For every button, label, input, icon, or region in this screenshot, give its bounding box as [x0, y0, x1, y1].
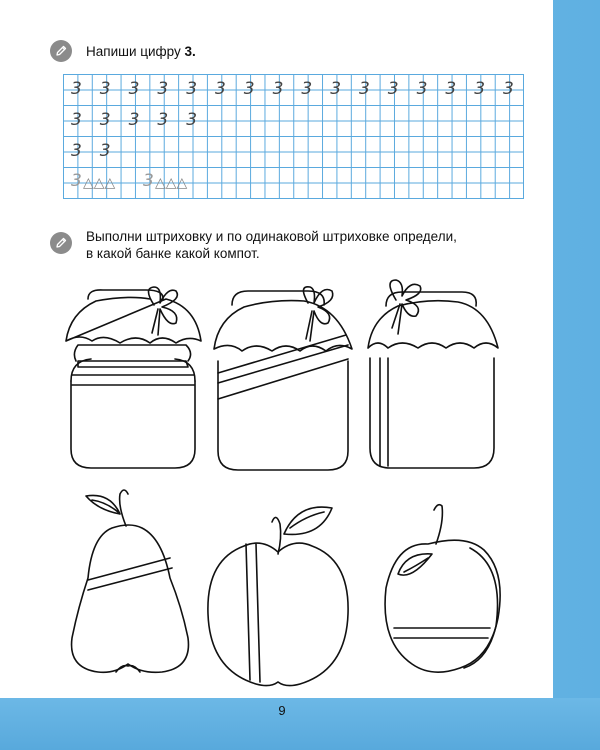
grid-digit: 3: [128, 110, 140, 130]
grid-digit: 3: [71, 171, 82, 191]
grid-triangles: △△△: [83, 175, 116, 191]
grid-digit: 3: [215, 79, 226, 99]
grid-digit: 3: [272, 79, 284, 99]
pencil-icon: [50, 40, 72, 62]
grid-digit: 3: [157, 79, 169, 99]
pencil-icon: [50, 232, 72, 254]
grid-digit: 3: [387, 79, 399, 99]
grid-digit: 3: [99, 141, 111, 161]
task-1-number: 3.: [184, 44, 196, 59]
grid-digit: 3: [474, 79, 486, 99]
grid-digit: 3: [71, 110, 82, 130]
grid-digit: 3: [445, 79, 457, 99]
grid-digit: 3: [301, 79, 313, 99]
writing-grid: [63, 74, 524, 199]
jar-2-drawing: [208, 283, 358, 473]
grid-digit: 3: [243, 79, 255, 99]
page-number: 9: [278, 703, 286, 718]
grid-digit: 3: [503, 79, 514, 99]
grid-digit: 3: [99, 79, 111, 99]
task-1-text: Напиши цифру 3.: [86, 44, 196, 59]
grid-triangles: △△△: [155, 175, 188, 191]
page-border: [0, 698, 600, 750]
task-1: [50, 40, 196, 62]
grid-digit: 3: [186, 110, 198, 130]
pear-drawing: [58, 488, 208, 678]
grid-digit: 3: [416, 79, 428, 99]
grid-digit: 3: [128, 79, 140, 99]
grid-digit: 3: [71, 79, 82, 99]
grid-digit: 3: [359, 79, 370, 99]
grid-digit: 3: [71, 141, 82, 161]
grid-digit: 3: [157, 110, 169, 130]
task-2-text: Выполни штриховку и по одинаковой штриховке определи, в какой банке какой компот.: [86, 229, 457, 261]
jar-1-drawing: [58, 283, 208, 473]
apple-drawing: [198, 498, 358, 688]
grid-digit: 3: [330, 79, 342, 99]
grid-digit: 3: [99, 110, 111, 130]
jar-3-drawing: [358, 278, 508, 473]
grid-digit: 3: [143, 171, 154, 191]
apricot-drawing: [372, 502, 517, 682]
grid-digit: 3: [186, 79, 198, 99]
task-2: [50, 228, 457, 262]
